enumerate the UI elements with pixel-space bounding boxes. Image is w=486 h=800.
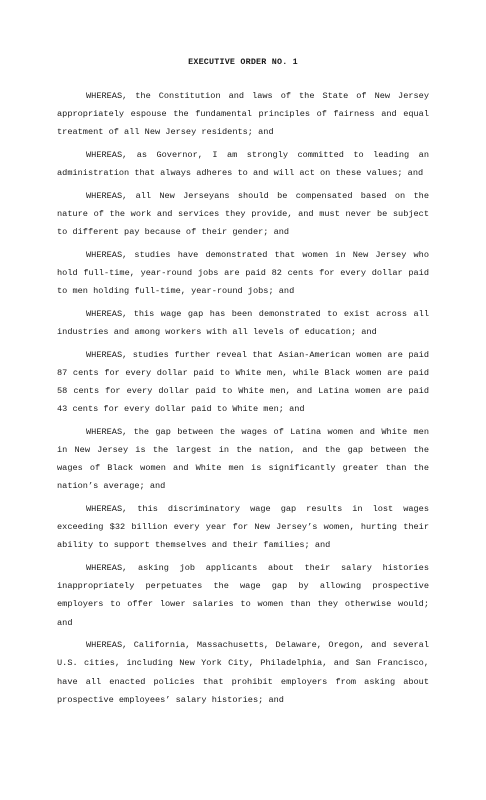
- whereas-paragraph-8: WHEREAS, this discriminatory wage gap results in lost wages exceeding $32 billion every year for New Jersey’s women, hurting their ability to support themselves and their families; and: [57, 504, 429, 551]
- document-title: EXECUTIVE ORDER NO. 1: [188, 57, 298, 67]
- whereas-paragraph-5: WHEREAS, this wage gap has been demonstrated to exist across all industries and among workers with all levels of education; and: [57, 308, 429, 337]
- whereas-paragraph-9: WHEREAS, asking job applicants about their salary histories inappropriately perpetuates the wage gap by allowing prospective employers to offer lower salaries to women than they otherwise would; and: [57, 563, 429, 628]
- whereas-paragraph-1: WHEREAS, the Constitution and laws of the State of New Jersey appropriately espouse the fundamental principles of fairness and equal treatment of all New Jersey residents; and: [57, 91, 429, 138]
- whereas-paragraph-3: WHEREAS, all New Jerseyans should be compensated based on the nature of the work and services they provide, and must never be subject to different pay because of their gender; and: [57, 190, 429, 238]
- whereas-paragraph-2: WHEREAS, as Governor, I am strongly committed to leading an administration that always adheres to and will act on these values; and: [57, 150, 429, 179]
- whereas-paragraph-4: WHEREAS, studies have demonstrated that women in New Jersey who hold full-time, year-round jobs are paid 82 cents for every dollar paid to men holding full-time, year-round jobs; and: [57, 249, 429, 297]
- document-body: [57, 87, 429, 713]
- whereas-paragraph-10: WHEREAS, California, Massachusetts, Delaware, Oregon, and several U.S. cities, including New York City, Philadelphia, and San Francisco, have all enacted policies that prohibit employers from asking about prospective employees’ salary histories; and: [57, 640, 429, 705]
- whereas-paragraph-6: WHEREAS, studies further reveal that Asian-American women are paid 87 cents for every dollar paid to White men, while Black women are paid 58 cents for every dollar paid to White men, and Latina women are paid 43 cents for every dollar paid to White men; and: [57, 349, 429, 415]
- whereas-paragraph-7: WHEREAS, the gap between the wages of Latina women and White men in New Jersey is the largest in the nation, and the gap between the wages of Black women and White men is significantly greater than the nation’s average; and: [57, 426, 429, 492]
